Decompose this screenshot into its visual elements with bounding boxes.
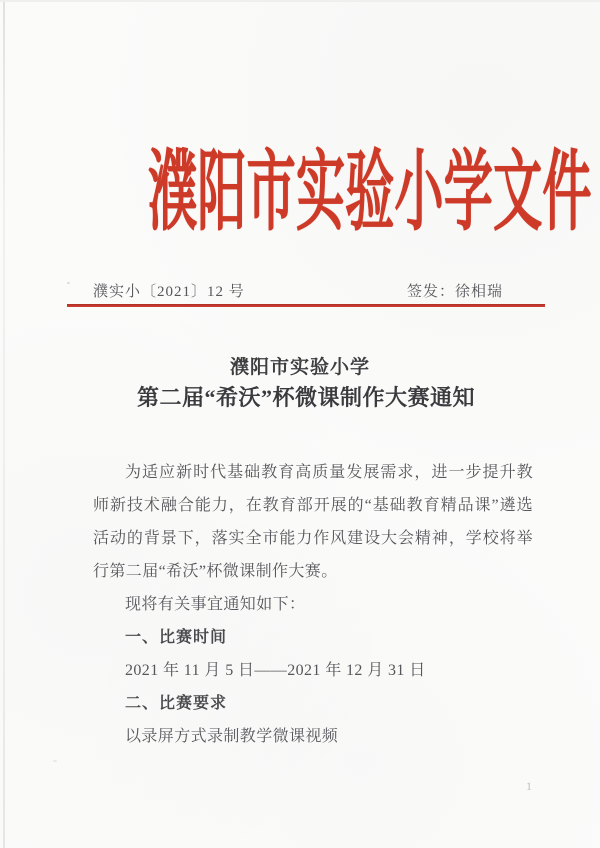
page-number: 1 [526,779,532,793]
document-body [93,456,533,753]
section-heading-2: 二、比赛要求 [125,695,228,712]
notice-title-line2: 第二届“希沃”杯微课制作大赛通知 [136,385,475,410]
body-paragraph-intro: 为适应新时代基础教育高质量发展需求，进一步提升教师新技术融合能力，在教育部开展的“基础教育精品课”遴选活动的背景下，落实全市能力作风建设大会精神，学校将举行第二届“希沃”杯微课制作大赛。 [93,464,533,580]
scan-edge-artifact [3,0,5,848]
red-divider-line [67,304,545,307]
document-number-row [67,280,545,301]
notice-title-line1: 濮阳市实验小学 [229,357,370,378]
section-heading-1: 一、比赛时间 [125,629,228,646]
competition-date-range: 2021 年 11 月 5 日——2021 年 12 月 31 日 [125,662,426,679]
scan-speck [53,760,57,762]
scan-top-artifact [0,0,600,2]
document-masthead-title: 濮阳市实验小学文件 [148,145,592,242]
body-paragraph-lead-in: 现将有关事宜通知如下： [125,596,306,613]
document-signer: 签发：徐相瑞 [406,284,503,300]
document-number: 濮实小〔2021〕12 号 [93,284,245,300]
competition-requirement: 以录屏方式录制教学微课视频 [125,728,339,745]
